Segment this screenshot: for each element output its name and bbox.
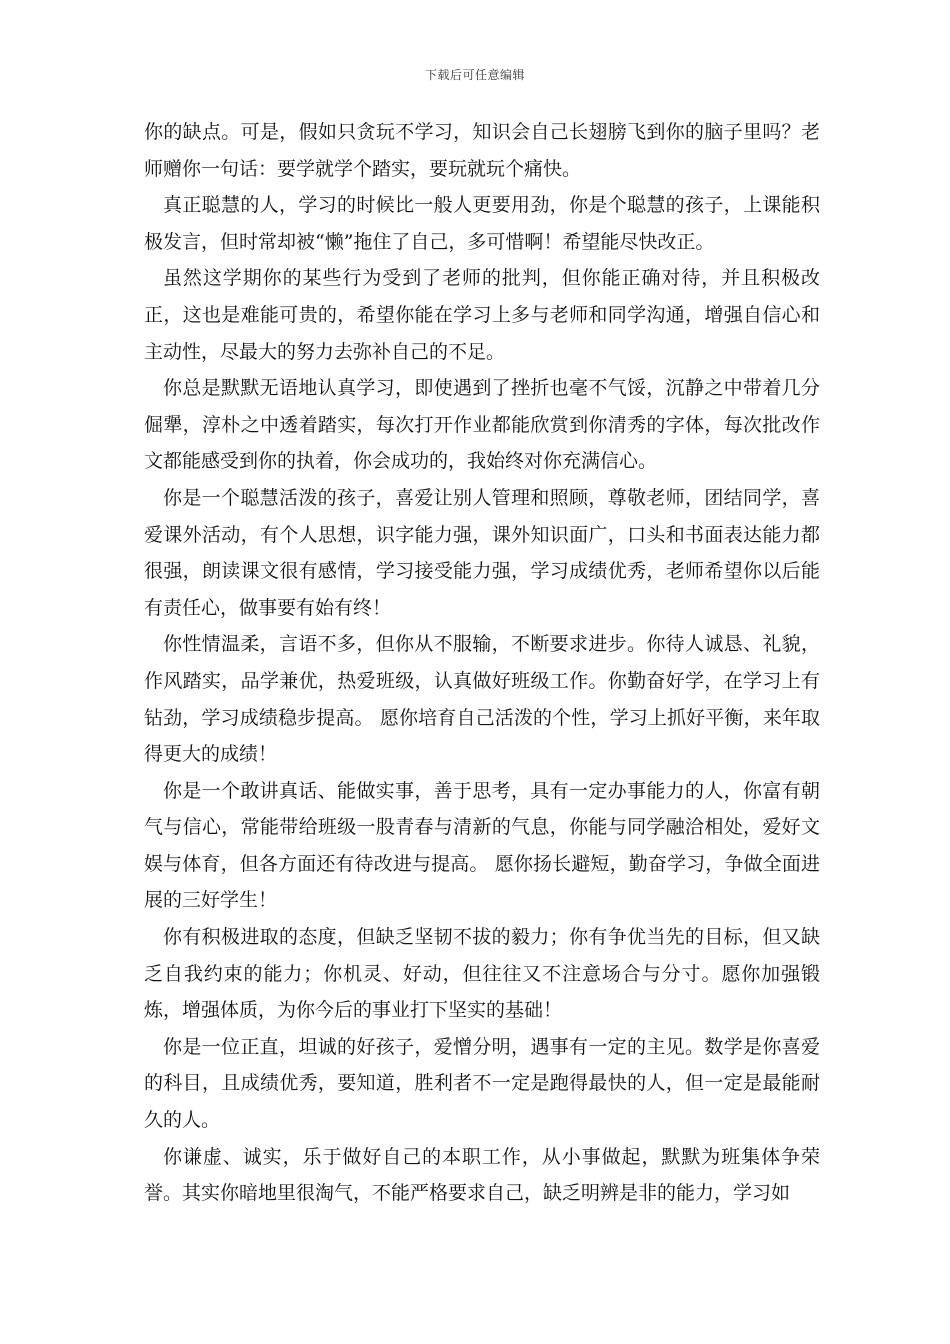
page-header: 下载后可任意编辑 <box>424 68 525 82</box>
paragraph: 你谦虚、诚实，乐于做好自己的本职工作，从小事做起，默默为班集体争荣誉。其实你暗地里很淘气，不能严格要求自己，缺乏明辨是非的能力，学习如 <box>144 1145 820 1205</box>
paragraph: 你性情温柔，言语不多，但你从不服输，不断要求进步。你待人诚恳、礼貌，作风踏实，品学兼优，热爱班级，认真做好班级工作。你勤奋好学，在学习上有钻劲，学习成绩稳步提高。 愿你培育自己活泼的个性，学习上抓好平衡，来年取得更大的成绩！ <box>144 633 820 766</box>
paragraph: 你的缺点。可是，假如只贪玩不学习，知识会自己长翅膀飞到你的脑子里吗？老师赠你一句话：要学就学个踏实，要玩就玩个痛快。 <box>144 121 820 180</box>
paragraph: 虽然这学期你的某些行为受到了老师的批判，但你能正确对待，并且积极改正，这也是难能可贵的，希望你能在学习上多与老师和同学沟通，增强自信心和主动性，尽最大的努力去弥补自己的不足。 <box>144 267 820 363</box>
paragraph: 你是一位正直，坦诚的好孩子，爱憎分明，遇事有一定的主见。数学是你喜爱的科目，且成绩优秀，要知道，胜利者不一定是跑得最快的人，但一定是最能耐久的人。 <box>144 1035 820 1132</box>
paragraph: 你总是默默无语地认真学习，即使遇到了挫折也毫不气馁，沉静之中带着几分倔犟，淳朴之中透着踏实，每次打开作业都能欣赏到你清秀的字体，每次批改作文都能感受到你的执着，你会成功的，我始终对你充满信心。 <box>144 377 820 473</box>
paragraph: 你是一个聪慧活泼的孩子，喜爱让别人管理和照顾，尊敬老师，团结同学，喜爱课外活动，有个人思想，识字能力强，课外知识面广，口头和书面表达能力都很强，朗读课文很有感情，学习接受能力强，学习成绩优秀，老师希望你以后能有责任心，做事要有始有终！ <box>144 486 820 619</box>
paragraph: 你是一个敢讲真话、能做实事，善于思考，具有一定办事能力的人，你富有朝气与信心，常能带给班级一股青春与清新的气息，你能与同学融洽相处，爱好文娱与体育，但各方面还有待改进与提高。 愿你扬长避短，勤奋学习，争做全面进展的三好学生！ <box>144 779 820 912</box>
paragraph: 真正聪慧的人，学习的时候比一般人更要用劲，你是个聪慧的孩子，上课能积极发言，但时常却被“懒”拖住了自己，多可惜啊！希望能尽快改正。 <box>144 194 820 253</box>
paragraph: 你有积极进取的态度，但缺乏坚韧不拔的毅力；你有争优当先的目标，但又缺乏自我约束的能力；你机灵、好动，但往往又不注意场合与分寸。愿你加强锻炼，增强体质，为你今后的事业打下坚实的基础！ <box>144 926 820 1022</box>
document-body <box>144 114 820 1212</box>
